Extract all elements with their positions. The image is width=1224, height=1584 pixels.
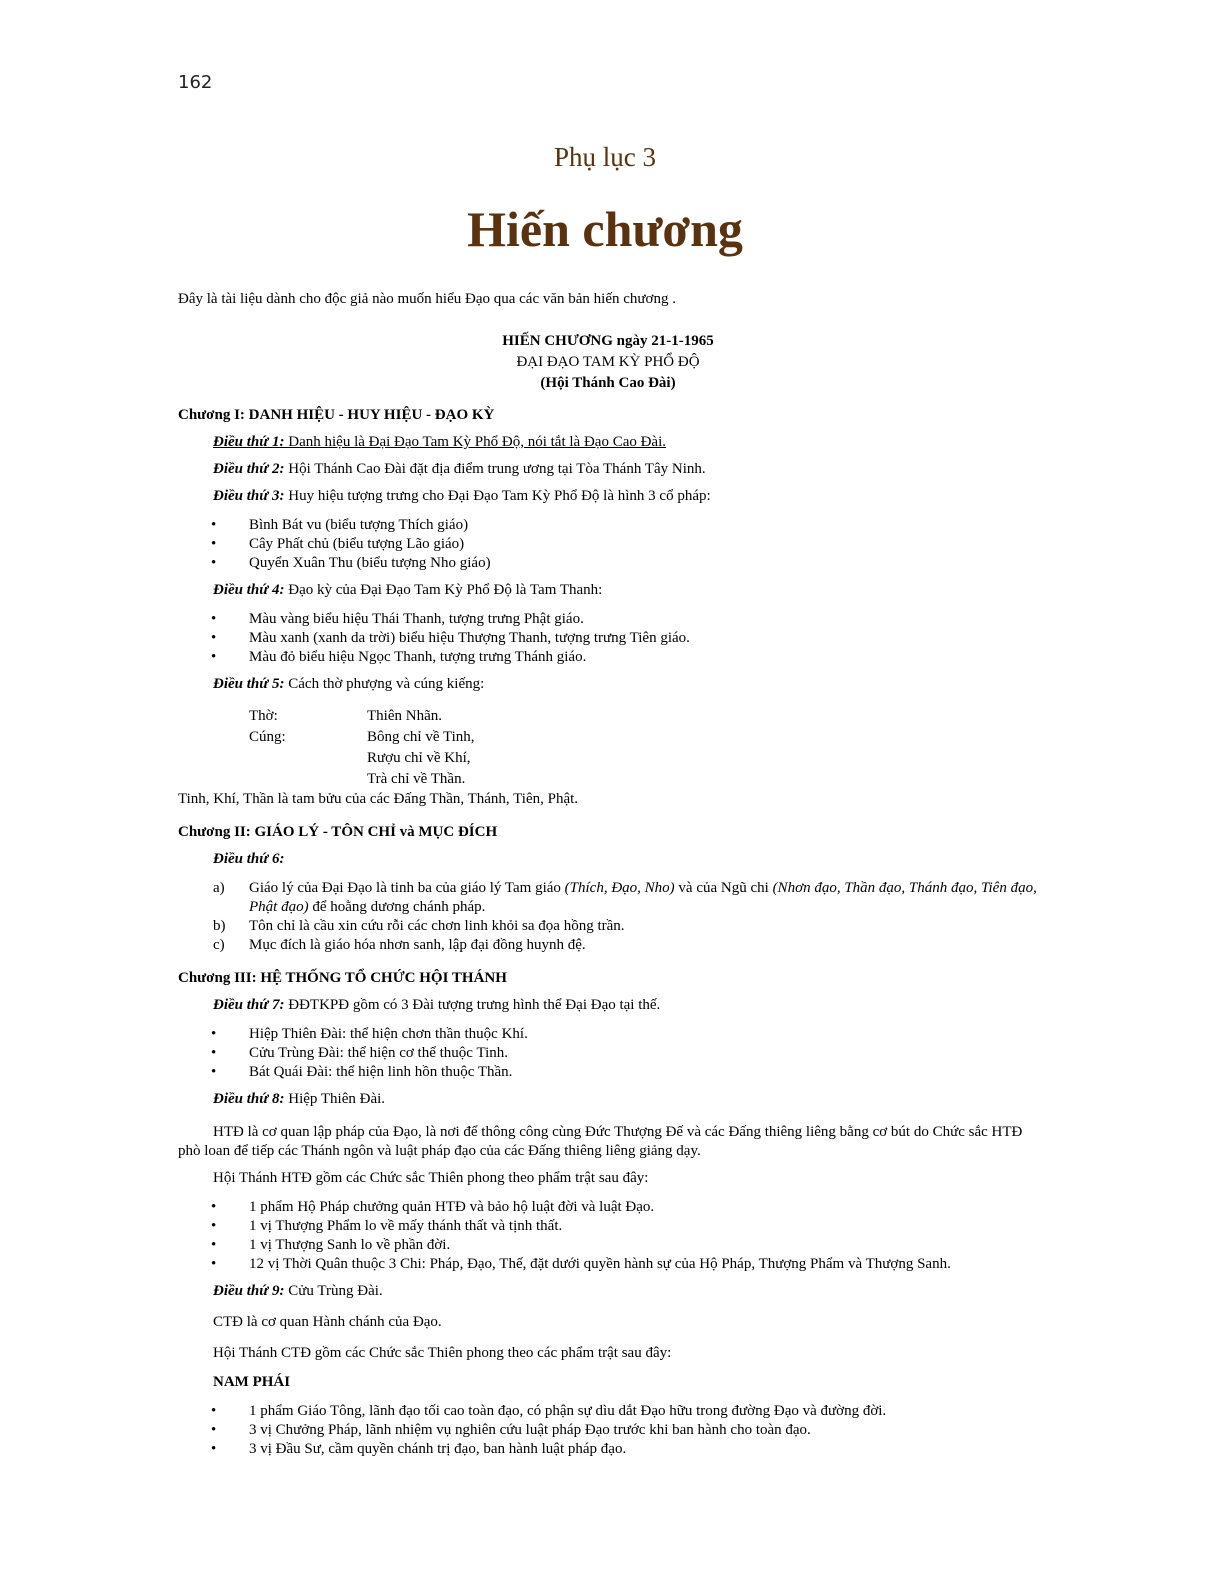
item-marker: c) — [213, 937, 225, 953]
article-6 — [213, 850, 1038, 869]
article-label: Điều thứ 7: — [213, 997, 285, 1013]
page-number: 162 — [178, 72, 213, 93]
article-text: Danh hiệu là Đại Đạo Tam Kỳ Phổ Độ, nói tắt là Đạo Cao Đài. — [284, 434, 667, 450]
article-3-list — [178, 516, 1038, 573]
article-9 — [213, 1282, 1038, 1301]
article-text: Huy hiệu tượng trưng cho Đại Đạo Tam Kỳ Phổ Độ là hình 3 cổ pháp: — [284, 488, 711, 504]
chapter-3-title: Chương III: HỆ THỐNG TỔ CHỨC HỘI THÁNH — [178, 970, 507, 986]
item-text: và của Ngũ chi — [674, 880, 773, 896]
article-label: Điều thứ 1: — [213, 434, 285, 450]
chapter-1-closing: Tinh, Khí, Thần là tam bửu của các Đấng Thần, Thánh, Tiên, Phật. — [178, 791, 579, 807]
article-label: Điều thứ 2: — [213, 461, 285, 477]
article-1 — [213, 433, 1038, 452]
article-label: Điều thứ 4: — [213, 582, 285, 598]
article-4 — [213, 581, 1038, 600]
chapter-1-title: Chương I: DANH HIỆU - HUY HIỆU - ĐẠO KỲ — [178, 407, 495, 423]
list-item — [178, 936, 1038, 955]
worship-value: Thiên Nhãn. — [367, 708, 442, 724]
worship-value: Bông chỉ về Tinh, — [367, 729, 475, 745]
item-text-italic: (Nhơn đạo, Thần đạo, Thánh đạo, Tiên đạo, Phật đạo) — [249, 880, 1037, 915]
worship-value: Trà chỉ về Thần. — [367, 771, 466, 787]
item-text: Giáo lý của Đại Đạo là tinh ba của giáo lý Tam giáo — [249, 880, 565, 896]
ctd-members-intro: Hội Thánh CTĐ gồm các Chức sắc Thiên phong theo các phẩm trật sau đây: — [213, 1345, 672, 1361]
list-item: • 3 vị Đầu Sư, cầm quyền chánh trị đạo, ban hành luật pháp đạo. — [178, 1440, 1038, 1459]
list-item — [178, 879, 1038, 917]
document-body — [178, 290, 1038, 1463]
article-label: Điều thứ 8: — [213, 1091, 285, 1107]
list-item: • 1 vị Thượng Sanh lo về phần đời. — [178, 1236, 1038, 1255]
item-text: Mục đích là giáo hóa nhơn sanh, lập đại đồng huynh đệ. — [249, 937, 586, 953]
worship-table — [249, 706, 1038, 790]
list-item: • Bát Quái Đài: thể hiện linh hồn thuộc Thần. — [178, 1063, 1038, 1082]
appendix-label: Phụ lục 3 — [553, 142, 656, 172]
list-item: • Màu đỏ biểu hiệu Ngọc Thanh, tượng trưng Thánh giáo. — [178, 648, 1038, 667]
document-header — [178, 331, 1038, 394]
worship-key: Thờ: — [249, 708, 278, 724]
page-title: Hiến chương — [467, 201, 743, 257]
htd-members-intro: Hội Thánh HTĐ gồm các Chức sắc Thiên phong theo phẩm trật sau đây: — [213, 1170, 649, 1186]
worship-value: Rượu chỉ về Khí, — [367, 750, 471, 766]
item-text: để hoằng dương chánh pháp. — [308, 899, 486, 915]
list-item: • Bình Bát vu (biểu tượng Thích giáo) — [178, 516, 1038, 535]
item-text-italic: (Thích, Đạo, Nho) — [564, 880, 675, 896]
header-line-2: ĐẠI ĐẠO TAM KỲ PHỔ ĐỘ — [516, 354, 700, 370]
article-text: Cách thờ phượng và cúng kiếng: — [284, 676, 485, 692]
chapter-2-title: Chương II: GIÁO LÝ - TÔN CHỈ và MỤC ĐÍCH — [178, 824, 498, 840]
article-label: Điều thứ 3: — [213, 488, 285, 504]
item-marker: a) — [213, 880, 225, 896]
nam-phai-heading: NAM PHÁI — [213, 1374, 291, 1390]
list-item: • 12 vị Thời Quân thuộc 3 Chi: Pháp, Đạo, Thế, đặt dưới quyền hành sự của Hộ Pháp, Thượng Phẩm và Thượng Sanh. — [178, 1255, 1038, 1274]
list-item: • Màu xanh (xanh da trời) biểu hiệu Thượng Thanh, tượng trưng Tiên giáo. — [178, 629, 1038, 648]
article-label: Điều thứ 6: — [213, 851, 285, 867]
htd-members-list — [178, 1198, 1038, 1274]
htd-paragraph: HTĐ là cơ quan lập pháp của Đạo, là nơi để thông công cùng Đức Thượng Đế và các Đấng thiêng liêng bằng cơ bút do Chức sắc HTĐ phò loan để tiếp các Thánh ngôn và luật pháp đạo của các Đấng thiêng liêng giảng dạy. — [178, 1124, 1023, 1159]
list-item: • 1 vị Thượng Phẩm lo về mấy thánh thất và tịnh thất. — [178, 1217, 1038, 1236]
article-8 — [213, 1090, 1038, 1109]
article-6-list — [178, 879, 1038, 955]
header-line-1: HIẾN CHƯƠNG ngày 21-1-1965 — [502, 333, 714, 349]
header-line-3: (Hội Thánh Cao Đài) — [540, 375, 676, 391]
article-text: Hiệp Thiên Đài. — [284, 1091, 386, 1107]
article-7-list — [178, 1025, 1038, 1082]
article-2 — [213, 460, 1038, 479]
article-label: Điều thứ 9: — [213, 1283, 285, 1299]
worship-key: Cúng: — [249, 729, 286, 745]
list-item: • Cửu Trùng Đài: thể hiện cơ thể thuộc Tinh. — [178, 1044, 1038, 1063]
item-text: Tôn chỉ là cầu xin cứu rỗi các chơn linh khỏi sa đọa hồng trần. — [249, 918, 625, 934]
list-item: • 1 phẩm Hộ Pháp chưởng quản HTĐ và bảo hộ luật đời và luật Đạo. — [178, 1198, 1038, 1217]
list-item: • Màu vàng biểu hiệu Thái Thanh, tượng trưng Phật giáo. — [178, 610, 1038, 629]
ctd-paragraph: CTĐ là cơ quan Hành chánh của Đạo. — [213, 1314, 442, 1330]
article-7 — [213, 996, 1038, 1015]
article-4-list — [178, 610, 1038, 667]
article-text: Đạo kỳ của Đại Đạo Tam Kỳ Phổ Độ là Tam Thanh: — [284, 582, 603, 598]
list-item: • Hiệp Thiên Đài: thể hiện chơn thần thuộc Khí. — [178, 1025, 1038, 1044]
nam-phai-list — [178, 1402, 1038, 1459]
article-5 — [213, 675, 1038, 694]
article-label: Điều thứ 5: — [213, 676, 285, 692]
item-marker: b) — [213, 918, 226, 934]
list-item: • 3 vị Chưởng Pháp, lãnh nhiệm vụ nghiên cứu luật pháp Đạo trước khi ban hành cho toàn đạo. — [178, 1421, 1038, 1440]
article-3 — [213, 487, 1038, 506]
article-text: Hội Thánh Cao Đài đặt địa điểm trung ương tại Tòa Thánh Tây Ninh. — [284, 461, 706, 477]
list-item: • Cây Phất chủ (biểu tượng Lão giáo) — [178, 535, 1038, 554]
list-item: • Quyển Xuân Thu (biểu tượng Nho giáo) — [178, 554, 1038, 573]
article-text: ĐĐTKPĐ gồm có 3 Đài tượng trưng hình thể Đại Đạo tại thế. — [284, 997, 661, 1013]
list-item: • 1 phẩm Giáo Tông, lãnh đạo tối cao toàn đạo, có phận sự dìu dắt Đạo hữu trong đường Đạo và đường đời. — [178, 1402, 1038, 1421]
list-item — [178, 917, 1038, 936]
intro-paragraph: Đây là tài liệu dành cho độc giả nào muốn hiểu Đạo qua các văn bản hiến chương . — [178, 291, 676, 307]
article-text: Cửu Trùng Đài. — [284, 1283, 383, 1299]
